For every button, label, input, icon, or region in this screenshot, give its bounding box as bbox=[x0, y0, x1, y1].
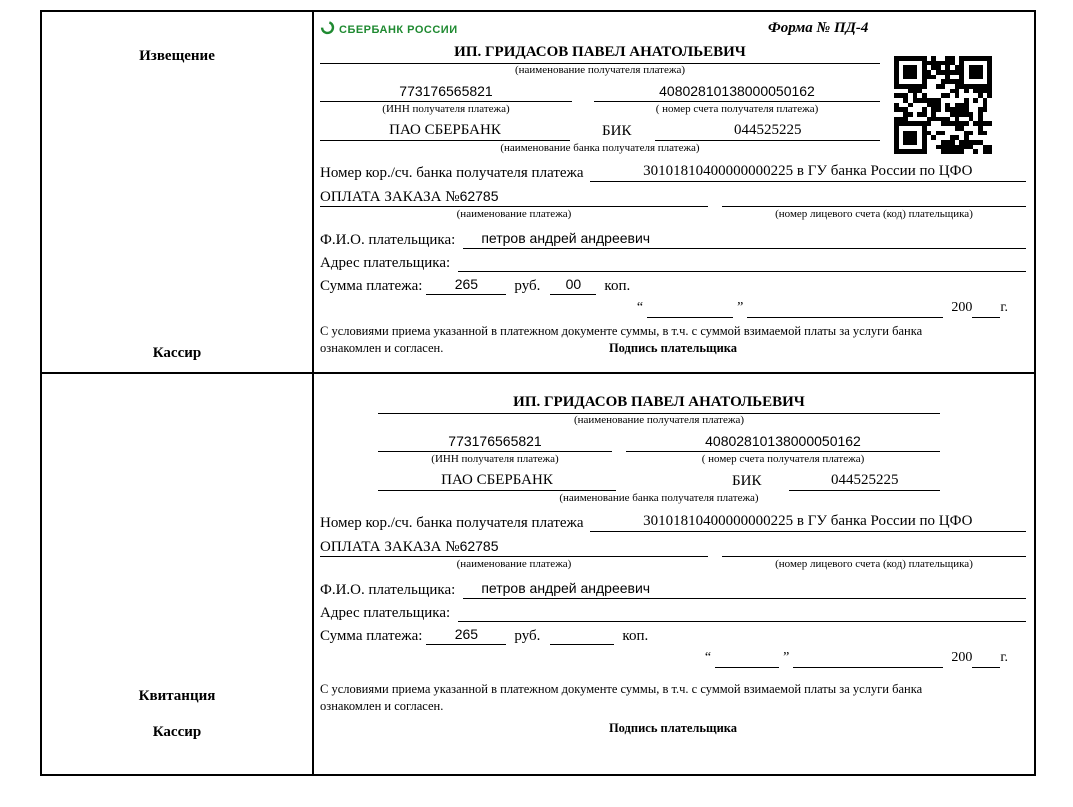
date-quote-close: ” bbox=[737, 300, 744, 315]
payer-name-field[interactable]: петров андрей андреевич bbox=[463, 579, 1026, 599]
receipt-side-panel bbox=[42, 374, 314, 774]
agreement-line2: ознакомлен и согласен. bbox=[320, 699, 444, 713]
payer-address-label: Адрес плательщика: bbox=[320, 255, 451, 271]
date-day-field[interactable] bbox=[715, 648, 779, 668]
bik-label: БИК bbox=[602, 123, 632, 139]
corr-account-label: Номер кор./сч. банка получателя платежа bbox=[320, 515, 584, 531]
payer-address-field[interactable] bbox=[458, 602, 1026, 622]
sum-kop-field[interactable] bbox=[550, 625, 614, 645]
notice-header bbox=[320, 18, 1026, 42]
sum-label: Сумма платежа: bbox=[320, 628, 423, 644]
agreement-line1: С условиями приема указанной в платежном документе суммы, в т.ч. с суммой взимаемой платы за услуги банка bbox=[320, 324, 923, 338]
date-quote-open: “ bbox=[704, 650, 712, 665]
agreement-block bbox=[320, 324, 1026, 356]
date-month-field[interactable] bbox=[793, 648, 943, 668]
signature-label: Подпись плательщика bbox=[608, 721, 738, 735]
corr-account-label: Номер кор./сч. банка получателя платежа bbox=[320, 165, 584, 181]
payment-form bbox=[40, 10, 1036, 776]
recipient-name-field: ИП. ГРИДАСОВ ПАВЕЛ АНАТОЛЬЕВИЧ bbox=[378, 392, 940, 414]
payer-address-field[interactable] bbox=[458, 252, 1026, 272]
qr-code bbox=[894, 56, 992, 154]
payment-name-prefix: ОПЛАТА ЗАКАЗА № bbox=[320, 189, 460, 205]
payment-name-prefix: ОПЛАТА ЗАКАЗА № bbox=[320, 539, 460, 555]
cashier-label: Кассир bbox=[152, 345, 202, 361]
sum-kop-field[interactable]: 00 bbox=[550, 275, 596, 295]
kop-label: коп. bbox=[622, 628, 649, 644]
agreement-block bbox=[320, 682, 1026, 736]
payment-name-value: 62785 bbox=[459, 538, 499, 554]
bik-field[interactable]: 044525225 bbox=[655, 121, 880, 141]
personal-account-caption: (номер лицевого счета (код) плательщика) bbox=[775, 558, 973, 570]
personal-account-field[interactable] bbox=[722, 187, 1026, 207]
sum-rub-field[interactable]: 265 bbox=[426, 625, 506, 645]
payment-name-field[interactable] bbox=[320, 537, 708, 557]
recipient-block bbox=[320, 42, 880, 155]
agreement-line2: ознакомлен и согласен. bbox=[320, 341, 444, 355]
inn-caption: (ИНН получателя платежа) bbox=[431, 453, 559, 465]
notice-section-title: Извещение bbox=[139, 48, 215, 64]
recipient-block bbox=[378, 392, 940, 491]
inn-field[interactable]: 773176565821 bbox=[320, 82, 572, 102]
date-year-prefix: 200 bbox=[951, 650, 973, 665]
bank-name-caption: (наименование банка получателя платежа) bbox=[559, 492, 759, 504]
sberbank-logo-icon bbox=[320, 20, 335, 40]
payer-name-field[interactable]: петров андрей андреевич bbox=[463, 229, 1026, 249]
inn-caption: (ИНН получателя платежа) bbox=[382, 103, 510, 115]
payment-name-value: 62785 bbox=[459, 188, 499, 204]
account-caption: ( номер счета получателя платежа) bbox=[701, 453, 865, 465]
date-year-field[interactable] bbox=[972, 648, 1000, 668]
sum-rub-field[interactable]: 265 bbox=[426, 275, 506, 295]
receipt-section-title: Квитанция bbox=[138, 688, 216, 704]
personal-account-caption: (номер лицевого счета (код) плательщика) bbox=[775, 208, 973, 220]
payer-name-label: Ф.И.О. плательщика: bbox=[320, 232, 456, 248]
date-quote-open: “ bbox=[636, 300, 644, 315]
account-field[interactable]: 40802810138000050162 bbox=[626, 432, 940, 452]
kop-label: коп. bbox=[604, 278, 631, 294]
rub-label: руб. bbox=[514, 628, 541, 644]
signature-label: Подпись плательщика bbox=[608, 341, 738, 355]
date-year-suffix: г. bbox=[1000, 650, 1008, 665]
rub-label: руб. bbox=[514, 278, 541, 294]
recipient-name-field: ИП. ГРИДАСОВ ПАВЕЛ АНАТОЛЬЕВИЧ bbox=[320, 42, 880, 64]
form-number: Форма № ПД-4 bbox=[768, 20, 869, 36]
payment-name-field[interactable] bbox=[320, 187, 708, 207]
date-day-field[interactable] bbox=[647, 298, 733, 318]
payer-address-label: Адрес плательщика: bbox=[320, 605, 451, 621]
sum-label: Сумма платежа: bbox=[320, 278, 423, 294]
date-month-field[interactable] bbox=[747, 298, 943, 318]
sberbank-logo bbox=[320, 20, 458, 40]
date-year-field[interactable] bbox=[972, 298, 1000, 318]
bik-label: БИК bbox=[732, 473, 762, 489]
notice-section bbox=[314, 12, 1034, 374]
recipient-name-caption: (наименование получателя платежа) bbox=[573, 414, 745, 426]
notice-side-panel bbox=[42, 12, 314, 374]
inn-field[interactable]: 773176565821 bbox=[378, 432, 612, 452]
date-year-suffix: г. bbox=[1000, 300, 1008, 315]
sberbank-logo-text: СБЕРБАНК РОССИИ bbox=[339, 24, 458, 36]
corr-account-field[interactable]: 30101810400000000225 в ГУ банка России по ЦФО bbox=[590, 512, 1026, 532]
personal-account-field[interactable] bbox=[722, 537, 1026, 557]
receipt-section bbox=[314, 374, 1034, 774]
agreement-line1: С условиями приема указанной в платежном документе суммы, в т.ч. с суммой взимаемой платы за услуги банка bbox=[320, 682, 923, 696]
bank-name-caption: (наименование банка получателя платежа) bbox=[500, 142, 700, 154]
bank-name-field[interactable]: ПАО СБЕРБАНК bbox=[378, 471, 616, 491]
payment-name-caption: (наименование платежа) bbox=[456, 558, 572, 570]
cashier-label: Кассир bbox=[152, 724, 202, 740]
date-quote-close: ” bbox=[783, 650, 790, 665]
corr-account-field[interactable]: 30101810400000000225 в ГУ банка России по ЦФО bbox=[590, 162, 1026, 182]
payment-name-caption: (наименование платежа) bbox=[456, 208, 572, 220]
date-year-prefix: 200 bbox=[951, 300, 973, 315]
bank-name-field[interactable]: ПАО СБЕРБАНК bbox=[320, 121, 570, 141]
recipient-name-caption: (наименование получателя платежа) bbox=[514, 64, 686, 76]
account-caption: ( номер счета получателя платежа) bbox=[655, 103, 819, 115]
payer-name-label: Ф.И.О. плательщика: bbox=[320, 582, 456, 598]
bik-field[interactable]: 044525225 bbox=[789, 471, 940, 491]
account-field[interactable]: 40802810138000050162 bbox=[594, 82, 880, 102]
